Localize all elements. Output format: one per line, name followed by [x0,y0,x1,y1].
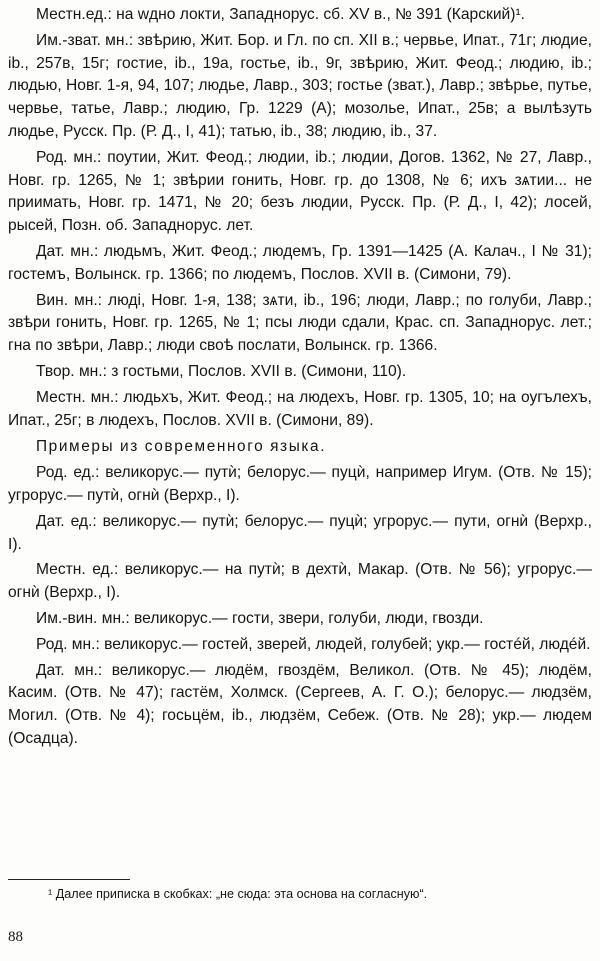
paragraph-accusative-plural: Вин. мн.: люді, Новг. 1-я, 138; зѧти, ib., 196; люди, Лавр.; по голуби, Лавр.; звѣри гонить, Новг. гр. 1265, № 1; псы люди сдали, Крас. сп. Западнорус. лет.; гна по звѣри, Лавр.; люди своѣ послати, Волынск. гр. 1366. [8,291,592,355]
paragraph-modern-nominative-plural: Им.-вин. мн.: великорус.— гости, звери, голуби, люди, гвозди. [36,609,484,627]
page-number: 88 [8,929,23,945]
paragraph-nominative-plural: Им.-зват. мн.: звѣрию, Жит. Бор. и Гл. по сп. XII в.; червье, Ипат., 71г; людие, ib., 257в, 15г; гостие, ib., 19а, гостье, ib., 9г, звѣрию, Жит. Феод.; людию, ib.; людью, Новг. 1-я, 94, 107; людье, Лавр., 303; гостье (зват.), Лавр.; звѣрье, путье, червье, татье, Лавр.; людию, Гр. 1229 (А); мозолье, Ипат., 25в; а вылѣзуть людье, Русск. Пр. (Р. Д., I, 41); татью, ib., 38; людию, ib., 37. [8,31,592,140]
paragraph-locative-singular: Местн.ед.: на wдно локти, Западнорус. сб. XV в., № 391 (Карский)¹. [36,6,525,23]
paragraph-modern-dative-singular: Дат. ед.: великорус.— путѝ; белорус.— пуцѝ; угрорус.— пути, огнѝ (Верхр., I). [8,512,592,553]
main-text [8,4,592,754]
paragraph-instrumental-plural: Твор. мн.: з гостьми, Послов. XVII в. (Симони, 110). [36,362,407,380]
footnote: ¹ Далее приписка в скобках: „не сюда: эта основа на согласную“. [48,887,428,901]
paragraph-genitive-plural: Род. мн.: поутии, Жит. Феод.; людии, ib.; людии, Догов. 1362, № 27, Лавр., Новг. гр. 1265, № 1; звѣрии гонить, Новг. гр. до 1308, № 6; ихъ зѧтии... не приимать, Новг. гр. 1471, № 20; безъ людии, Русск. Пр. (Р. Д., I, 42); лосей, рысей, Позн. об. Западнорус. лет. [8,148,592,235]
paragraph-modern-dative-plural: Дат. мн.: великорус.— людём, гвоздём, Великол. (Отв. № 45); людём, Касим. (Отв. № 47); гастём, Холмск. (Сергеев, А. Г. О.); белорус.— людзём, Могил. (Отв. № 4); госьцём, ib., людзём, Себеж. (Отв. № 28); укр.— людем (Осадца). [8,661,592,747]
paragraph-locative-plural: Местн. мн.: людьхъ, Жит. Феод.; на людехъ, Новг. гр. 1305, 10; на оугълехъ, Ипат., 25г; в людехъ, Послов. XVII в. (Симони, 89). [8,388,592,429]
section-heading: Примеры из современного языка. [36,438,327,456]
footnote-divider [8,879,130,880]
paragraph-modern-genitive-plural: Род. мн.: великорус.— гостей, зверей, людей, голубей; укр.— гостéй, людéй. [36,635,591,653]
paragraph-dative-plural: Дат. мн.: людьмъ, Жит. Феод.; людемъ, Гр. 1391—1425 (А. Калач., I № 31); гостемъ, Волынск. гр. 1366; по людемъ, Послов. XVII в. (Симони, 79). [8,242,592,283]
paragraph-modern-genitive-singular: Род. ед.: великорус.— путѝ; белорус.— пуцѝ, например Игум. (Отв. № 15); угрорус.— путѝ, огнѝ (Верхр., I). [8,464,592,504]
paragraph-modern-locative-singular: Местн. ед.: великорус.— на путѝ; в дехтѝ, Макар. (Отв. № 56); угрорус.— огнѝ (Верхр., I). [8,561,592,602]
